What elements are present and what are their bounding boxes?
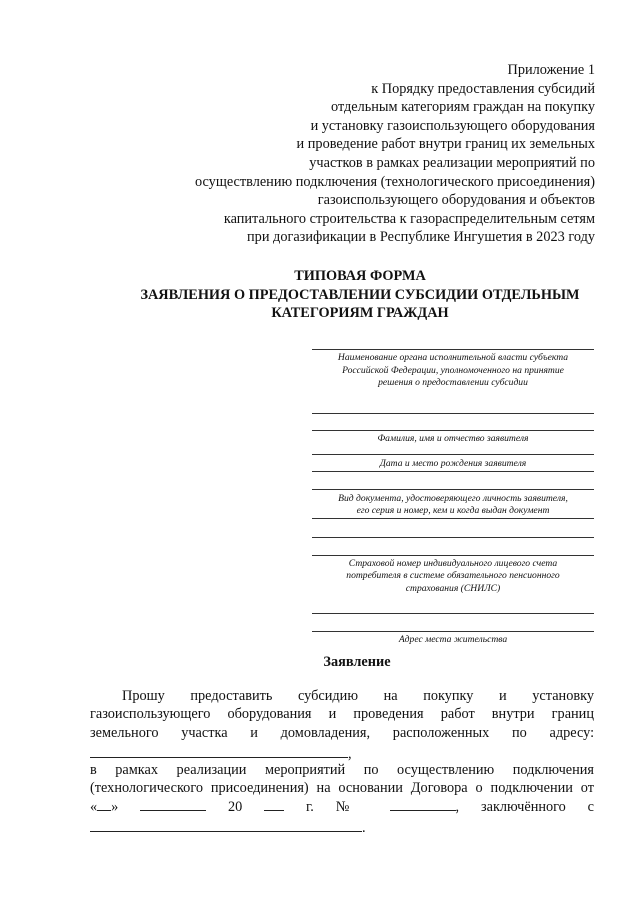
statement-line-4 (90, 742, 594, 763)
appendix-line: газоиспользующего оборудования и объектов (317, 192, 595, 209)
title-line-1: ТИПОВАЯ ФОРМА (294, 268, 426, 284)
statement-word: расположенных (392, 724, 490, 741)
address-field-line-2 (312, 631, 594, 632)
counterparty-blank[interactable] (90, 816, 362, 832)
statement-line-5: в рамках реализации мероприятий по осуществлению подключения (90, 761, 594, 778)
statement-word: и (499, 688, 507, 704)
id-document-caption-2: его серия и номер, кем и когда выдан документ (356, 505, 550, 516)
statement-heading: Заявление (323, 654, 391, 670)
full-name-field-line-2 (312, 430, 594, 431)
appendix-line: капитального строительства к газораспределительным сетям (223, 210, 595, 227)
address-field[interactable] (312, 631, 594, 647)
snils-field-line-1[interactable] (312, 537, 594, 538)
appendix-line: Приложение 1 (507, 62, 595, 78)
statement-word: субсидию (298, 688, 358, 704)
statement-body (90, 687, 594, 834)
contract-number-blank[interactable] (390, 797, 456, 811)
birth-caption: Дата и место рождения заявителя (379, 458, 527, 469)
appendix-line: участков в рамках реализации мероприятий по (309, 154, 595, 171)
appendix-line: осуществлению подключения (технологического присоединения) (195, 173, 595, 190)
statement-word: домовладения, (280, 724, 371, 741)
full-name-field-line-1[interactable] (312, 413, 594, 414)
authority-field-line (312, 349, 594, 350)
statement-word: адресу: (549, 724, 595, 741)
id-document-field-line-2 (312, 518, 594, 519)
statement-line-6: (технологического присоединения) на основании Договора о подключении от (90, 779, 594, 796)
birth-field[interactable] (312, 458, 594, 472)
quote-open: « (90, 799, 98, 816)
birth-field-line-2 (312, 471, 594, 472)
statement-word: покупку (423, 688, 474, 704)
year-suffix: г. (306, 799, 314, 816)
year-blank[interactable] (264, 797, 284, 811)
appendix-line: отдельным категориям граждан на покупку (330, 99, 595, 116)
title-line-3: КАТЕГОРИЯМ ГРАЖДАН (271, 305, 449, 321)
statement-line-8 (90, 816, 594, 834)
quote-close: » (111, 799, 119, 816)
statement-word: по (511, 724, 527, 741)
statement-line-2: газоиспользующего оборудования и проведения работ внутри границ (90, 706, 594, 723)
statement-word: Прошу (122, 688, 165, 704)
id-document-field[interactable] (312, 489, 594, 519)
statement-line-3 (90, 724, 594, 742)
statement-line-1 (90, 687, 594, 705)
comma: , (348, 746, 352, 763)
snils-caption-2: потребителя в системе обязательного пенсионного (346, 570, 560, 581)
birth-field-line-1[interactable] (312, 454, 594, 455)
day-blank[interactable] (97, 797, 111, 811)
title-line-2: ЗАЯВЛЕНИЯ О ПРЕДОСТАВЛЕНИИ СУБСИДИИ ОТДЕЛЬНЫМ (140, 286, 580, 303)
appendix-line: и проведение работ внутри границ их земельных (296, 136, 595, 153)
address-caption: Адрес места жительства (398, 634, 508, 645)
snils-field-line-2 (312, 555, 594, 556)
contract-day (90, 799, 118, 815)
appendix-line: и установку газоиспользующего оборудования (310, 117, 595, 134)
appendix-header (125, 61, 595, 247)
month-blank[interactable] (140, 797, 206, 811)
number-sign: № (335, 799, 368, 816)
statement-word: на (383, 688, 398, 704)
applicant-fields (312, 349, 594, 647)
statement-word: предоставить (190, 688, 273, 704)
period: . (362, 819, 366, 836)
with-word: с (587, 799, 595, 816)
address-blank[interactable] (90, 742, 348, 758)
statement-word: участка (181, 724, 228, 741)
full-name-caption: Фамилия, имя и отчество заявителя (377, 432, 529, 444)
authority-caption-2: Российской Федерации, уполномоченного на принятие (342, 364, 564, 376)
statement-line-7 (90, 797, 594, 815)
snils-caption-1: Страховой номер индивидуального лицевого счета (348, 557, 558, 569)
full-name-field[interactable] (312, 430, 594, 446)
concluded-word: заключённого (480, 799, 566, 816)
year-prefix: 20 (228, 799, 243, 816)
appendix-line: к Порядку предоставления субсидий (371, 80, 595, 97)
form-title (60, 267, 640, 323)
authority-caption-3: решения о предоставлении субсидии (378, 377, 528, 388)
snils-caption-3: страхования (СНИЛС) (405, 582, 501, 594)
authority-caption-1: Наименование органа исполнительной власти субъекта (337, 352, 569, 363)
appendix-line: при догазификации в Республике Ингушетия в 2023 году (247, 229, 595, 246)
statement-word: земельного (90, 724, 159, 741)
contract-number: , (390, 799, 460, 815)
snils-field[interactable] (312, 555, 594, 596)
statement-word: и (250, 724, 258, 741)
id-document-field-line-1 (312, 489, 594, 490)
id-document-caption-1: Вид документа, удостоверяющего личность заявителя, (338, 492, 568, 504)
authority-field[interactable] (312, 349, 594, 390)
address-field-line-1[interactable] (312, 613, 594, 614)
statement-word: установку (532, 688, 594, 704)
